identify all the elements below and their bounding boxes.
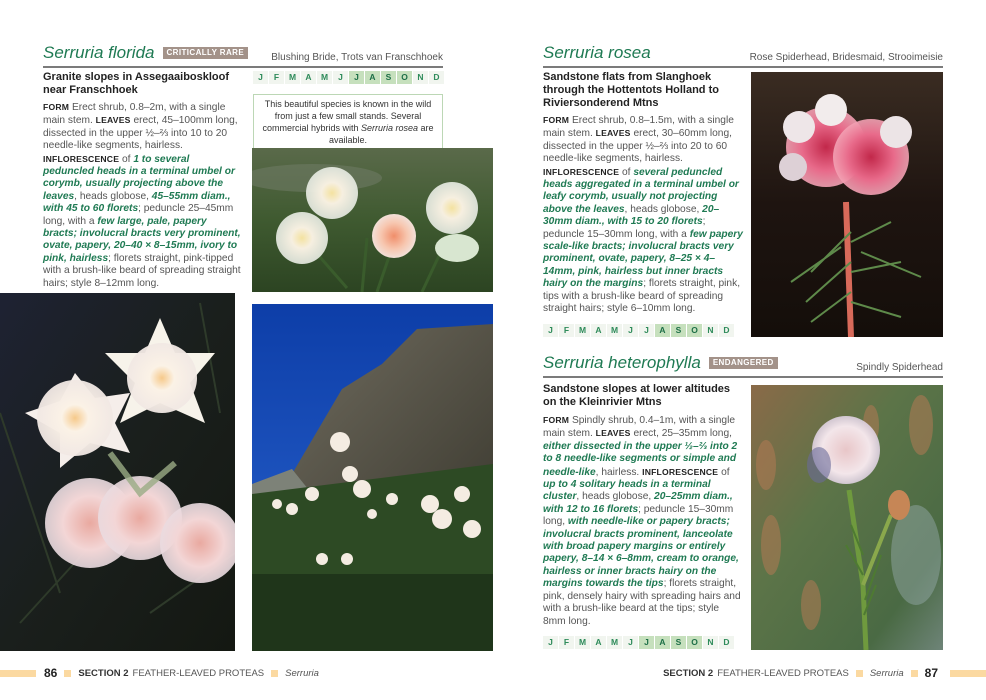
month-cell: J [333,71,349,84]
month-cell: J [543,324,559,337]
habitat: Sandstone flats from Slanghoek through the Hottentots Holland to Riviersonderend Mtns [543,71,719,109]
inflorescence-text: , heads globose, [74,190,152,202]
month-cell: J [639,324,655,337]
footer-square-icon [271,670,278,677]
leaves-text: erect, 45–100mm long, dissected in the upper ½–⅔ into 10 to 20 needle-like segments, hairless. [43,115,238,152]
leaves-label: LEAVES [595,128,631,139]
species-description [543,114,743,316]
species-name: Serruria florida CRITICALLY RARE [43,43,248,63]
genus-label: Serruria [869,667,904,679]
species-description [43,101,243,290]
month-cell: M [607,636,623,649]
flower-photo-icon [252,148,493,292]
photo-serruria-heterophylla [751,385,943,650]
highlight-text: 1 to several peduncled heads in a terminal umbel or corymb, usually projecting above the leaves [43,153,235,202]
section-label: SECTION 2 [78,667,129,679]
info-note [253,94,443,150]
flower-photo-icon [751,72,943,337]
highlight-text: several peduncled heads aggregated in a terminal umbel or leafy corymb, usually not projecting above the leaves [543,166,739,215]
flowering-calendar [543,636,735,649]
inflorescence-text: ; peduncle 15–30mm long, [543,503,734,528]
month-cell: J [543,636,559,649]
species-name: Serruria rosea [543,43,651,62]
month-cell: J [623,324,639,337]
month-cell-flowering: S [671,636,687,649]
species-header-serruria-florida [43,42,443,68]
species-header-serruria-rosea [543,42,943,68]
flower-photo-icon [0,293,235,651]
form-label: FORM [543,115,570,125]
species-description [543,414,743,628]
month-cell: F [559,324,575,337]
month-cell: A [591,324,607,337]
flowering-calendar [253,71,445,84]
common-names: Spindly Spiderhead [856,362,943,373]
leaves-text: , hairless. [595,466,643,478]
month-cell: M [285,71,301,84]
photo-serruria-florida-habitat [252,304,493,651]
month-cell: A [301,71,317,84]
month-cell: N [413,71,429,84]
month-cell-flowering: J [639,636,655,649]
month-cell: M [575,324,591,337]
status-badge: CRITICALLY RARE [163,47,249,59]
footer-square-icon [911,670,918,677]
inflorescence-label: INFLORESCENCE [43,153,120,164]
highlight-text: with needle-like or papery bracts; involucral bracts prominent, lanceolate with broad papery margins or entirely papery, 8–14 × 6–8mm, cream to orange, hairless or inner bracts hairy on the margins towards the tips [543,516,739,590]
common-names: Rose Spiderhead, Bridesmaid, Strooimeisie [749,52,943,63]
month-cell-flowering: S [671,324,687,337]
status-badge: ENDANGERED [709,357,778,369]
month-cell: D [429,71,445,84]
footer-square-icon [64,670,71,677]
form-text: Erect shrub, 0.8–2m, with a single main stem. [43,102,226,127]
note-italic: Serruria rosea [360,123,419,133]
inflorescence-text: ; florets straight, pink, densely hairy with spreading hairs and with a brush-like beard at the tips; style 8mm long. [543,578,741,627]
highlight-text: 20–30mm diam., with 15 to 20 florets [543,203,720,228]
leaves-text: erect, 25–35mm long, [630,428,732,440]
left-footer [0,666,319,680]
month-cell-flowering: O [687,324,703,337]
inflorescence-text: of [619,166,634,178]
photo-serruria-florida-flowers [252,148,493,292]
page-number: 87 [924,666,938,680]
month-cell: M [575,636,591,649]
section-title: FEATHER-LEAVED PROTEAS [132,667,265,679]
highlight-text: up to 4 solitary heads in a terminal cluster [543,479,711,503]
inflorescence-text: of [119,153,134,165]
footer-square-icon [856,670,863,677]
species-name: Serruria heterophylla ENDANGERED [543,353,778,373]
flower-photo-icon [751,385,943,650]
month-cell-flowering: J [349,71,365,84]
month-cell: F [269,71,285,84]
inflorescence-text: , heads globose, [576,491,655,503]
month-cell: N [703,636,719,649]
page-number: 86 [44,666,58,680]
month-cell: N [703,324,719,337]
month-cell: M [607,324,623,337]
form-label: FORM [543,415,570,425]
highlight-text: 45–55mm diam., with 45 to 60 florets [43,190,231,215]
habitat: Granite slopes in Assegaaiboskloof near Franschhoek [43,71,230,96]
genus-label: Serruria [285,667,319,679]
inflorescence-label: INFLORESCENCE [543,166,620,177]
form-text: Spindly shrub, 0.4–1m, with a single main stem. [543,415,736,440]
month-cell: J [253,71,269,84]
species-header-serruria-heterophylla [543,352,943,378]
inflorescence-text: ; florets straight, pink, tips with a brush-like beard of spreading straight hairs; style 6–10mm long. [543,278,741,315]
footer-accent-bar [950,670,986,677]
month-cell-flowering: O [687,636,703,649]
inflorescence-text: ; florets straight, pink-tipped with a brush-like beard of spreading straight hairs; style 8–12mm long. [43,252,241,289]
highlight-text: few large, pale, papery bracts; involucral bracts very prominent, ovate, papery, 20–40 × 8–15mm, ivory to pink, hairless [43,215,241,264]
section-title: FEATHER-LEAVED PROTEAS [717,667,849,679]
month-cell-flowering: A [655,636,671,649]
note-text: This beautiful species is known in the wild from just a few small stands. Several commercial hybrids with [262,99,432,133]
common-names: Blushing Bride, Trots van Franschhoek [271,52,443,63]
section-label: SECTION 2 [663,667,714,679]
month-cell: D [719,636,735,649]
habitat: Sandstone slopes at lower altitudes on the Kleinrivier Mtns [543,383,731,408]
leaves-label: LEAVES [595,428,631,439]
form-text: Erect shrub, 0.8–1.5m, with a single main stem. [543,115,734,140]
inflorescence-text: , heads globose, [624,203,703,215]
highlight-text: 20–25mm diam., with 12 to 16 florets [543,491,733,515]
photo-serruria-florida-closeup [0,293,235,651]
highlight-text: few papery scale-like bracts; involucral bracts very prominent, ovate, papery, 8–25 × 4–14mm, pink, hairless but inner bracts hairy on the margins [543,228,743,290]
right-footer [663,666,986,680]
month-cell-flowering: O [397,71,413,84]
form-label: FORM [43,102,70,112]
inflorescence-text: of [718,466,730,478]
month-cell-flowering: A [365,71,381,84]
month-cell-flowering: A [655,324,671,337]
leaves-text: erect, 30–60mm long, dissected in the upper ½–⅔ into 20 to 60 needle-like segments, hairless. [543,128,732,165]
inflorescence-text: ; peduncle 25–45mm long, with a [43,203,234,227]
month-cell: M [317,71,333,84]
photo-serruria-rosea [751,72,943,337]
inflorescence-label: INFLORESCENCE [642,466,719,477]
highlight-text: either dissected in the upper ½–⅔ into 2 to 8 needle-like segments or simple and needle-like [543,440,738,478]
inflorescence-text: ; peduncle 15–30mm long, with a [543,216,706,240]
landscape-photo-icon [252,304,493,651]
note-text: are available. [328,123,434,145]
month-cell: D [719,324,735,337]
leaves-label: LEAVES [95,115,131,126]
month-cell: F [559,636,575,649]
month-cell: A [591,636,607,649]
month-cell: J [623,636,639,649]
footer-accent-bar [0,670,36,677]
month-cell-flowering: S [381,71,397,84]
flowering-calendar [543,324,735,337]
